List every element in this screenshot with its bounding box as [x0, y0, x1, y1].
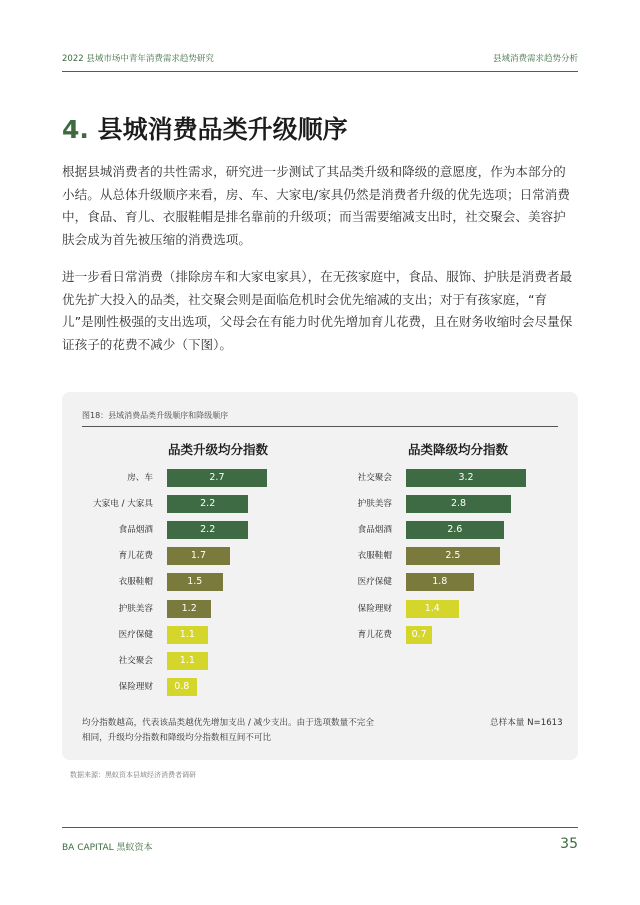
downgrade-bar	[406, 547, 500, 565]
footer-divider	[62, 827, 578, 828]
upgrade-bar	[167, 469, 267, 487]
sample-size: 总样本量 N=1613	[490, 718, 563, 728]
upgrade-bar-value-label: 1.1	[179, 654, 195, 666]
downgrade-category-row	[282, 600, 392, 618]
paragraph-1: 根据县城消费者的共性需求，研究进一步测试了其品类升级和降级的意愿度，作为本部分的小结。从总体升级顺序来看，房、车、大家电/家具仍然是消费者升级的优先选项；日常消费中，食品、育儿、衣服鞋帽是排名靠前的升级项；而当需要缩减支出时，社交聚会、美容护肤会成为首先被压缩的消费选项。	[62, 164, 570, 247]
downgrade-category-row	[282, 469, 392, 487]
upgrade-category-label: 衣服鞋帽	[118, 577, 153, 588]
upgrade-category-row	[43, 469, 153, 487]
upgrade-category-row	[43, 573, 153, 591]
downgrade-chart-title: 品类降级均分指数	[408, 442, 509, 457]
upgrade-category-label: 保险理财	[118, 681, 153, 692]
downgrade-bar	[406, 469, 526, 487]
downgrade-bar-value-label: 2.8	[450, 498, 467, 510]
upgrade-bar	[167, 547, 230, 565]
downgrade-category-row	[282, 521, 392, 539]
upgrade-category-label: 社交聚会	[118, 655, 153, 666]
upgrade-bar-value-label: 2.2	[200, 524, 216, 536]
downgrade-category-label: 社交聚会	[357, 473, 392, 483]
upgrade-category-label: 医疗保健	[118, 629, 153, 640]
downgrade-bar-value-label: 2.5	[445, 550, 461, 562]
downgrade-bar-value-label: 3.2	[458, 472, 474, 483]
downgrade-category-label: 护肤美容	[357, 499, 392, 510]
downgrade-bar	[406, 573, 474, 591]
upgrade-category-label: 食品烟酒	[118, 525, 153, 536]
section-title-text: 县城消费品类升级顺序	[97, 115, 348, 144]
downgrade-bar	[406, 521, 504, 539]
upgrade-bar	[167, 652, 208, 670]
running-header-right: 县域消费需求趋势分析	[492, 54, 578, 64]
upgrade-category-label: 护肤美容	[118, 603, 153, 614]
downgrade-bar-value-label: 2.6	[447, 524, 463, 536]
downgrade-category-row	[282, 573, 392, 591]
upgrade-bar-value-label: 1.7	[190, 550, 206, 562]
upgrade-bar	[167, 626, 208, 644]
downgrade-bar	[406, 495, 511, 513]
upgrade-category-row	[43, 547, 153, 565]
upgrade-category-row	[43, 678, 153, 696]
upgrade-category-row	[43, 495, 153, 513]
downgrade-category-label: 食品烟酒	[357, 525, 392, 536]
upgrade-bar-value-label: 0.8	[174, 680, 190, 692]
downgrade-bar-value-label: 1.4	[424, 602, 440, 614]
upgrade-bar	[167, 600, 211, 618]
data-source: 数据来源：黑蚁资本县域经济消费者调研	[70, 771, 196, 779]
downgrade-bar	[406, 626, 432, 644]
upgrade-bar-value-label: 2.7	[209, 472, 225, 483]
section-number: 4.	[62, 115, 89, 144]
upgrade-bar-value-label: 1.2	[181, 602, 197, 614]
downgrade-bar	[406, 600, 459, 618]
running-header-left: 2022 县域市场中青年消费需求趋势研究	[62, 54, 214, 64]
downgrade-category-row	[282, 626, 392, 644]
downgrade-category-label: 衣服鞋帽	[357, 551, 392, 562]
upgrade-category-row	[43, 521, 153, 539]
upgrade-category-row	[43, 600, 153, 618]
downgrade-bar-value-label: 1.8	[432, 576, 448, 588]
upgrade-bar-value-label: 1.1	[179, 628, 195, 640]
upgrade-bar	[167, 678, 197, 696]
figure-caption: 图18：县域消费品类升级顺序和降级顺序	[82, 411, 229, 420]
upgrade-category-row	[43, 652, 153, 670]
upgrade-bar-value-label: 1.5	[187, 576, 203, 588]
downgrade-category-label: 育儿花费	[357, 629, 392, 640]
downgrade-bar-value-label: 0.7	[411, 628, 427, 640]
upgrade-category-label: 育儿花费	[118, 551, 153, 562]
upgrade-chart-title: 品类升级均分指数	[168, 442, 269, 457]
page-number: 35	[560, 836, 578, 852]
figure-note: 均分指数越高，代表该品类越优先增加支出 / 减少支出。由于选项数量不完全相同，升级均分指数和降级均分指数相互间不可比	[82, 718, 374, 743]
downgrade-category-label: 医疗保健	[357, 577, 392, 588]
figure-caption-divider	[82, 426, 558, 427]
upgrade-category-label: 大家电 / 大家具	[93, 499, 153, 510]
paragraph-2: 进一步看日常消费（排除房车和大家电家具），在无孩家庭中，食品、服饰、护肤是消费者最优先扩大投入的品类，社交聚会则是面临危机时会优先缩减的支出；对于有孩家庭，“育儿”是刚性极强的支出选项，父母会在有能力时优先增加育儿花费，且在财务收缩时会尽量保证孩子的花费不减少（下图）。	[62, 269, 573, 352]
upgrade-category-label: 房、车	[127, 473, 153, 483]
footer-brand: BA CAPITAL 黑蚁资本	[62, 843, 153, 853]
downgrade-category-row	[282, 547, 392, 565]
upgrade-bar	[167, 521, 248, 539]
header-divider	[62, 71, 578, 72]
upgrade-bar	[167, 495, 248, 513]
section-title	[62, 110, 348, 146]
downgrade-category-row	[282, 495, 392, 513]
downgrade-category-label: 保险理财	[357, 603, 392, 614]
upgrade-bar-value-label: 2.2	[200, 498, 216, 510]
upgrade-bar	[167, 573, 223, 591]
upgrade-category-row	[43, 626, 153, 644]
